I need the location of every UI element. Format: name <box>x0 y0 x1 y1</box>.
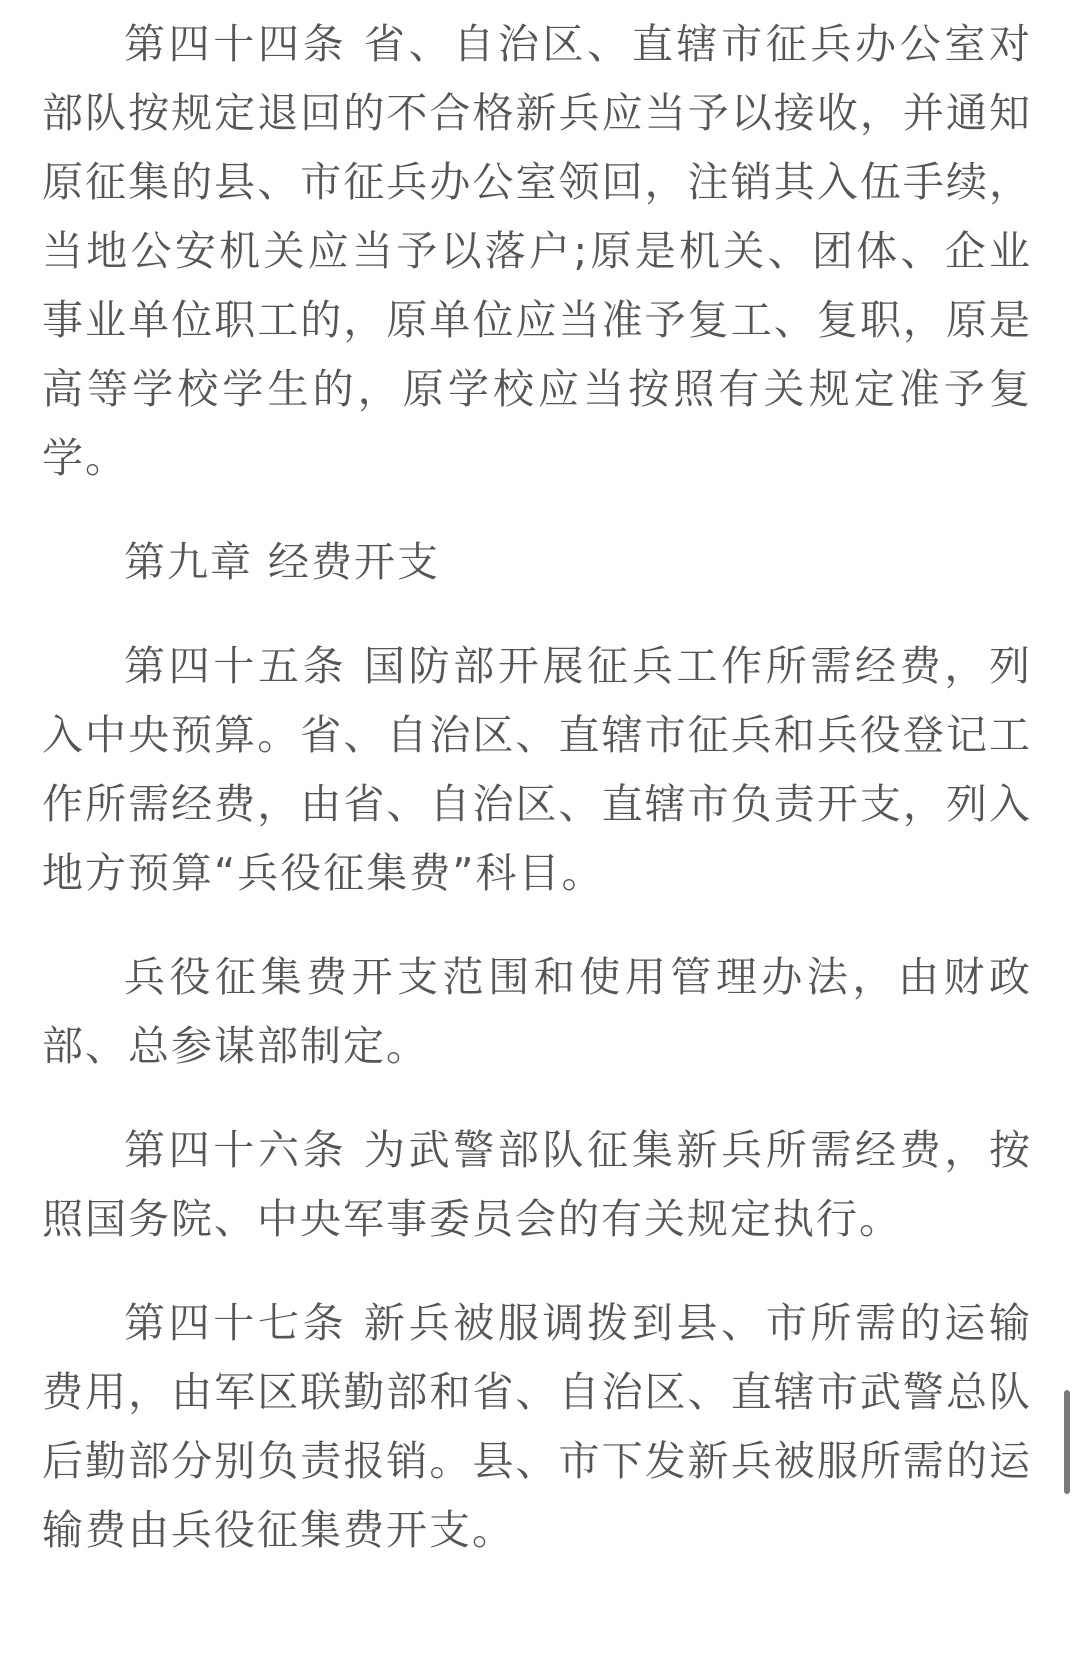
article-46-paragraph: 第四十六条 为武警部队征集新兵所需经费，按照国务院、中央军事委员会的有关规定执行。 <box>42 1126 1032 1243</box>
article-44-paragraph: 第四十四条 省、自治区、直辖市征兵办公室对部队按规定退回的不合格新兵应当予以接收，并通知原征集的县、市征兵办公室领回，注销其入伍手续，当地公安机关应当予以落户;原是机关、团体、企业事业单位职工的，原单位应当准予复工、复职，原是高等学校学生的，原学校应当按照有关规定准予复学。 <box>42 20 1032 482</box>
vertical-scrollbar[interactable] <box>1064 1390 1070 1494</box>
article-45-paragraph: 第四十五条 国防部开展征兵工作所需经费，列入中央预算。省、自治区、直辖市征兵和兵役登记工作所需经费，由省、自治区、直辖市负责开支，列入地方预算“兵役征集费”科目。 <box>42 642 1032 897</box>
conscription-fee-paragraph: 兵役征集费开支范围和使用管理办法，由财政部、总参谋部制定。 <box>42 953 1032 1070</box>
article-47-paragraph: 第四十七条 新兵被服调拨到县、市所需的运输费用，由军区联勤部和省、自治区、直辖市武警总队后勤部分别负责报销。县、市下发新兵被服所需的运输费由兵役征集费开支。 <box>42 1299 1032 1554</box>
article-body <box>42 10 1032 1600</box>
chapter-9-heading: 第九章 经费开支 <box>124 538 441 586</box>
